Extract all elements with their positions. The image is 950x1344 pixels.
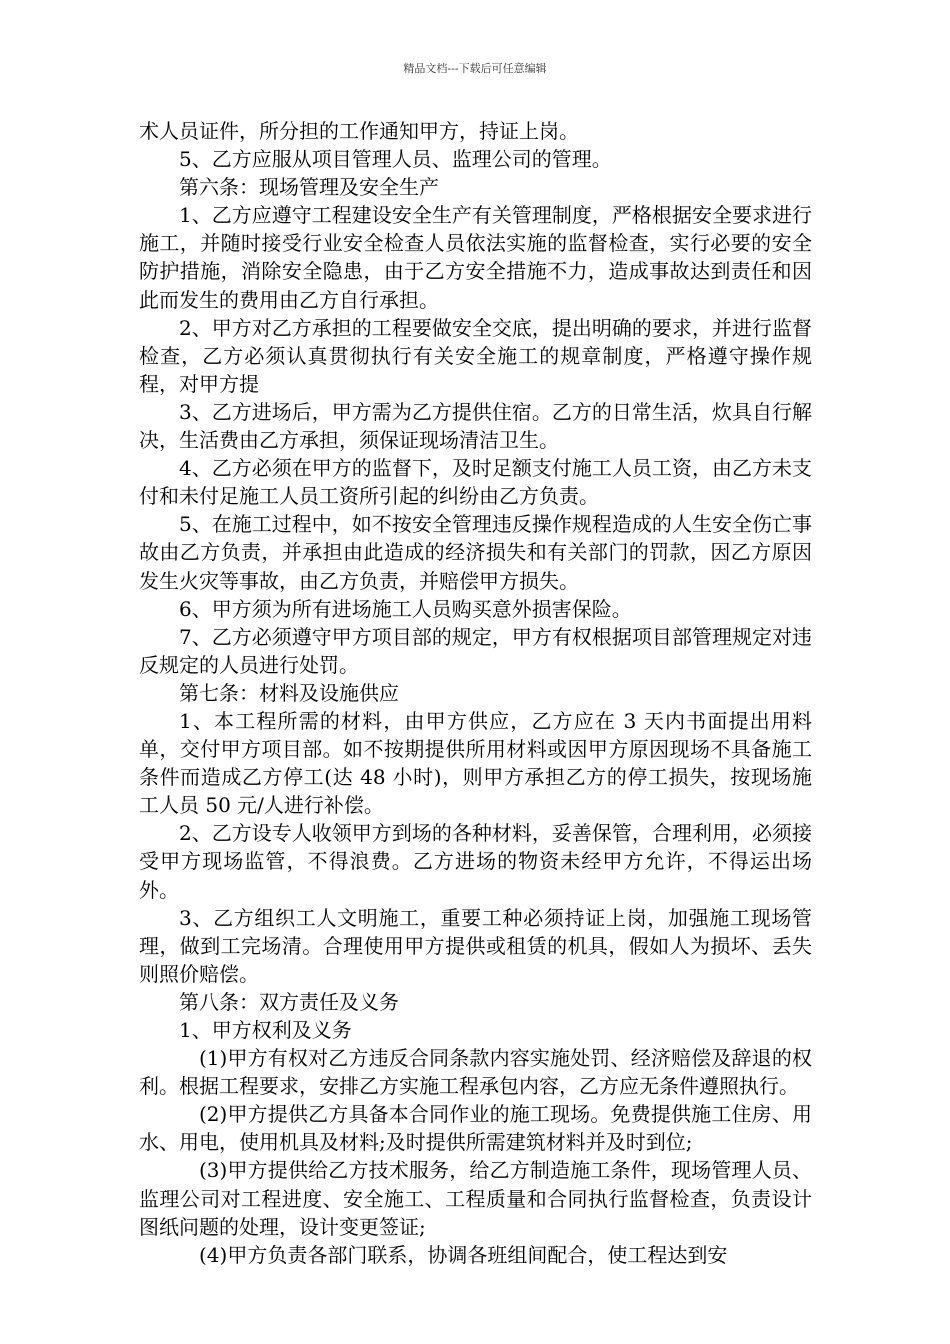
paragraph: 术人员证件，所分担的工作通知甲方，持证上岗。 — [139, 119, 579, 143]
paragraph: 第七条：材料及设施供应 — [179, 680, 399, 705]
paragraph: 6、甲方须为所有进场施工人员购买意外损害保险。 — [179, 596, 632, 621]
paragraph: 7、乙方必须遵守甲方项目部的规定，甲方有权根据项目部管理规定对违反规定的人员进行处罚。 — [139, 624, 812, 677]
paragraph: 1、甲方权利及义务 — [179, 1018, 352, 1042]
paragraph: (1)甲方有权对乙方违反合同条款内容实施处罚、经济赔偿及辞退的权利。根据工程要求，安排乙方实施工程承包内容，乙方应无条件遵照执行。 — [139, 1046, 812, 1099]
paragraph: (2)甲方提供乙方具备本合同作业的施工现场。免费提供施工住房、用水、用电，使用机具及材料;及时提供所需建筑材料并及时到位; — [139, 1102, 812, 1155]
paragraph: 1、乙方应遵守工程建设安全生产有关管理制度，严格根据安全要求进行施工，并随时接受行业安全检查人员依法实施的监督检查，实行必要的安全防护措施，消除安全隐患，由于乙方安全措施不力，造成事故达到责任和因此而发生的费用由乙方自行承担。 — [139, 203, 812, 312]
paragraph: 3、乙方组织工人文明施工，重要工种必须持证上岗，加强施工现场管理，做到工完场清。合理使用甲方提供或租赁的机具，假如人为损坏、丢失则照价赔偿。 — [139, 905, 812, 986]
page-header: 精品文档---下载后可任意编辑 — [403, 62, 547, 75]
paragraph: (3)甲方提供给乙方技术服务，给乙方制造施工条件，现场管理人员、监理公司对工程进度、安全施工、工程质量和合同执行监督检查，负责设计图纸问题的处理，设计变更签证; — [139, 1158, 812, 1239]
paragraph: 第八条：双方责任及义务 — [179, 989, 399, 1014]
paragraph: 第六条：现场管理及安全生产 — [179, 175, 439, 200]
document-body — [139, 117, 812, 1269]
paragraph: 4、乙方必须在甲方的监督下，及时足额支付施工人员工资，由乙方未支付和未付足施工人员工资所引起的纠纷由乙方负责。 — [139, 456, 812, 509]
paragraph: (4)甲方负责各部门联系，协调各班组间配合，使工程达到安 — [199, 1242, 728, 1267]
paragraph: 5、在施工过程中，如不按安全管理违反操作规程造成的人生安全伤亡事故由乙方负责，并承担由此造成的经济损失和有关部门的罚款，因乙方原因发生火灾等事故，由乙方负责，并赔偿甲方损失。 — [139, 512, 812, 593]
paragraph: 2、乙方设专人收领甲方到场的各种材料，妥善保管，合理利用，必须接受甲方现场监管，不得浪费。乙方进场的物资未经甲方允许，不得运出场外。 — [139, 821, 812, 902]
paragraph: 2、甲方对乙方承担的工程要做安全交底，提出明确的要求，并进行监督检查，乙方必须认真贯彻执行有关安全施工的规章制度，严格遵守操作规程，对甲方提 — [139, 315, 812, 396]
paragraph: 5、乙方应服从项目管理人员、监理公司的管理。 — [179, 147, 612, 172]
paragraph: 3、乙方进场后，甲方需为乙方提供住宿。乙方的日常生活，炊具自行解决，生活费由乙方承担，须保证现场清洁卫生。 — [139, 399, 812, 453]
paragraph: 1、本工程所需的材料，由甲方供应，乙方应在 3 天内书面提出用料单，交付甲方项目部。如不按期提供所用材料或因甲方原因现场不具备施工条件而造成乙方停工(达 48 小时)，则甲方承担乙方的停工损失，按现场施工人员 50 元/人进行补偿。 — [139, 708, 812, 818]
